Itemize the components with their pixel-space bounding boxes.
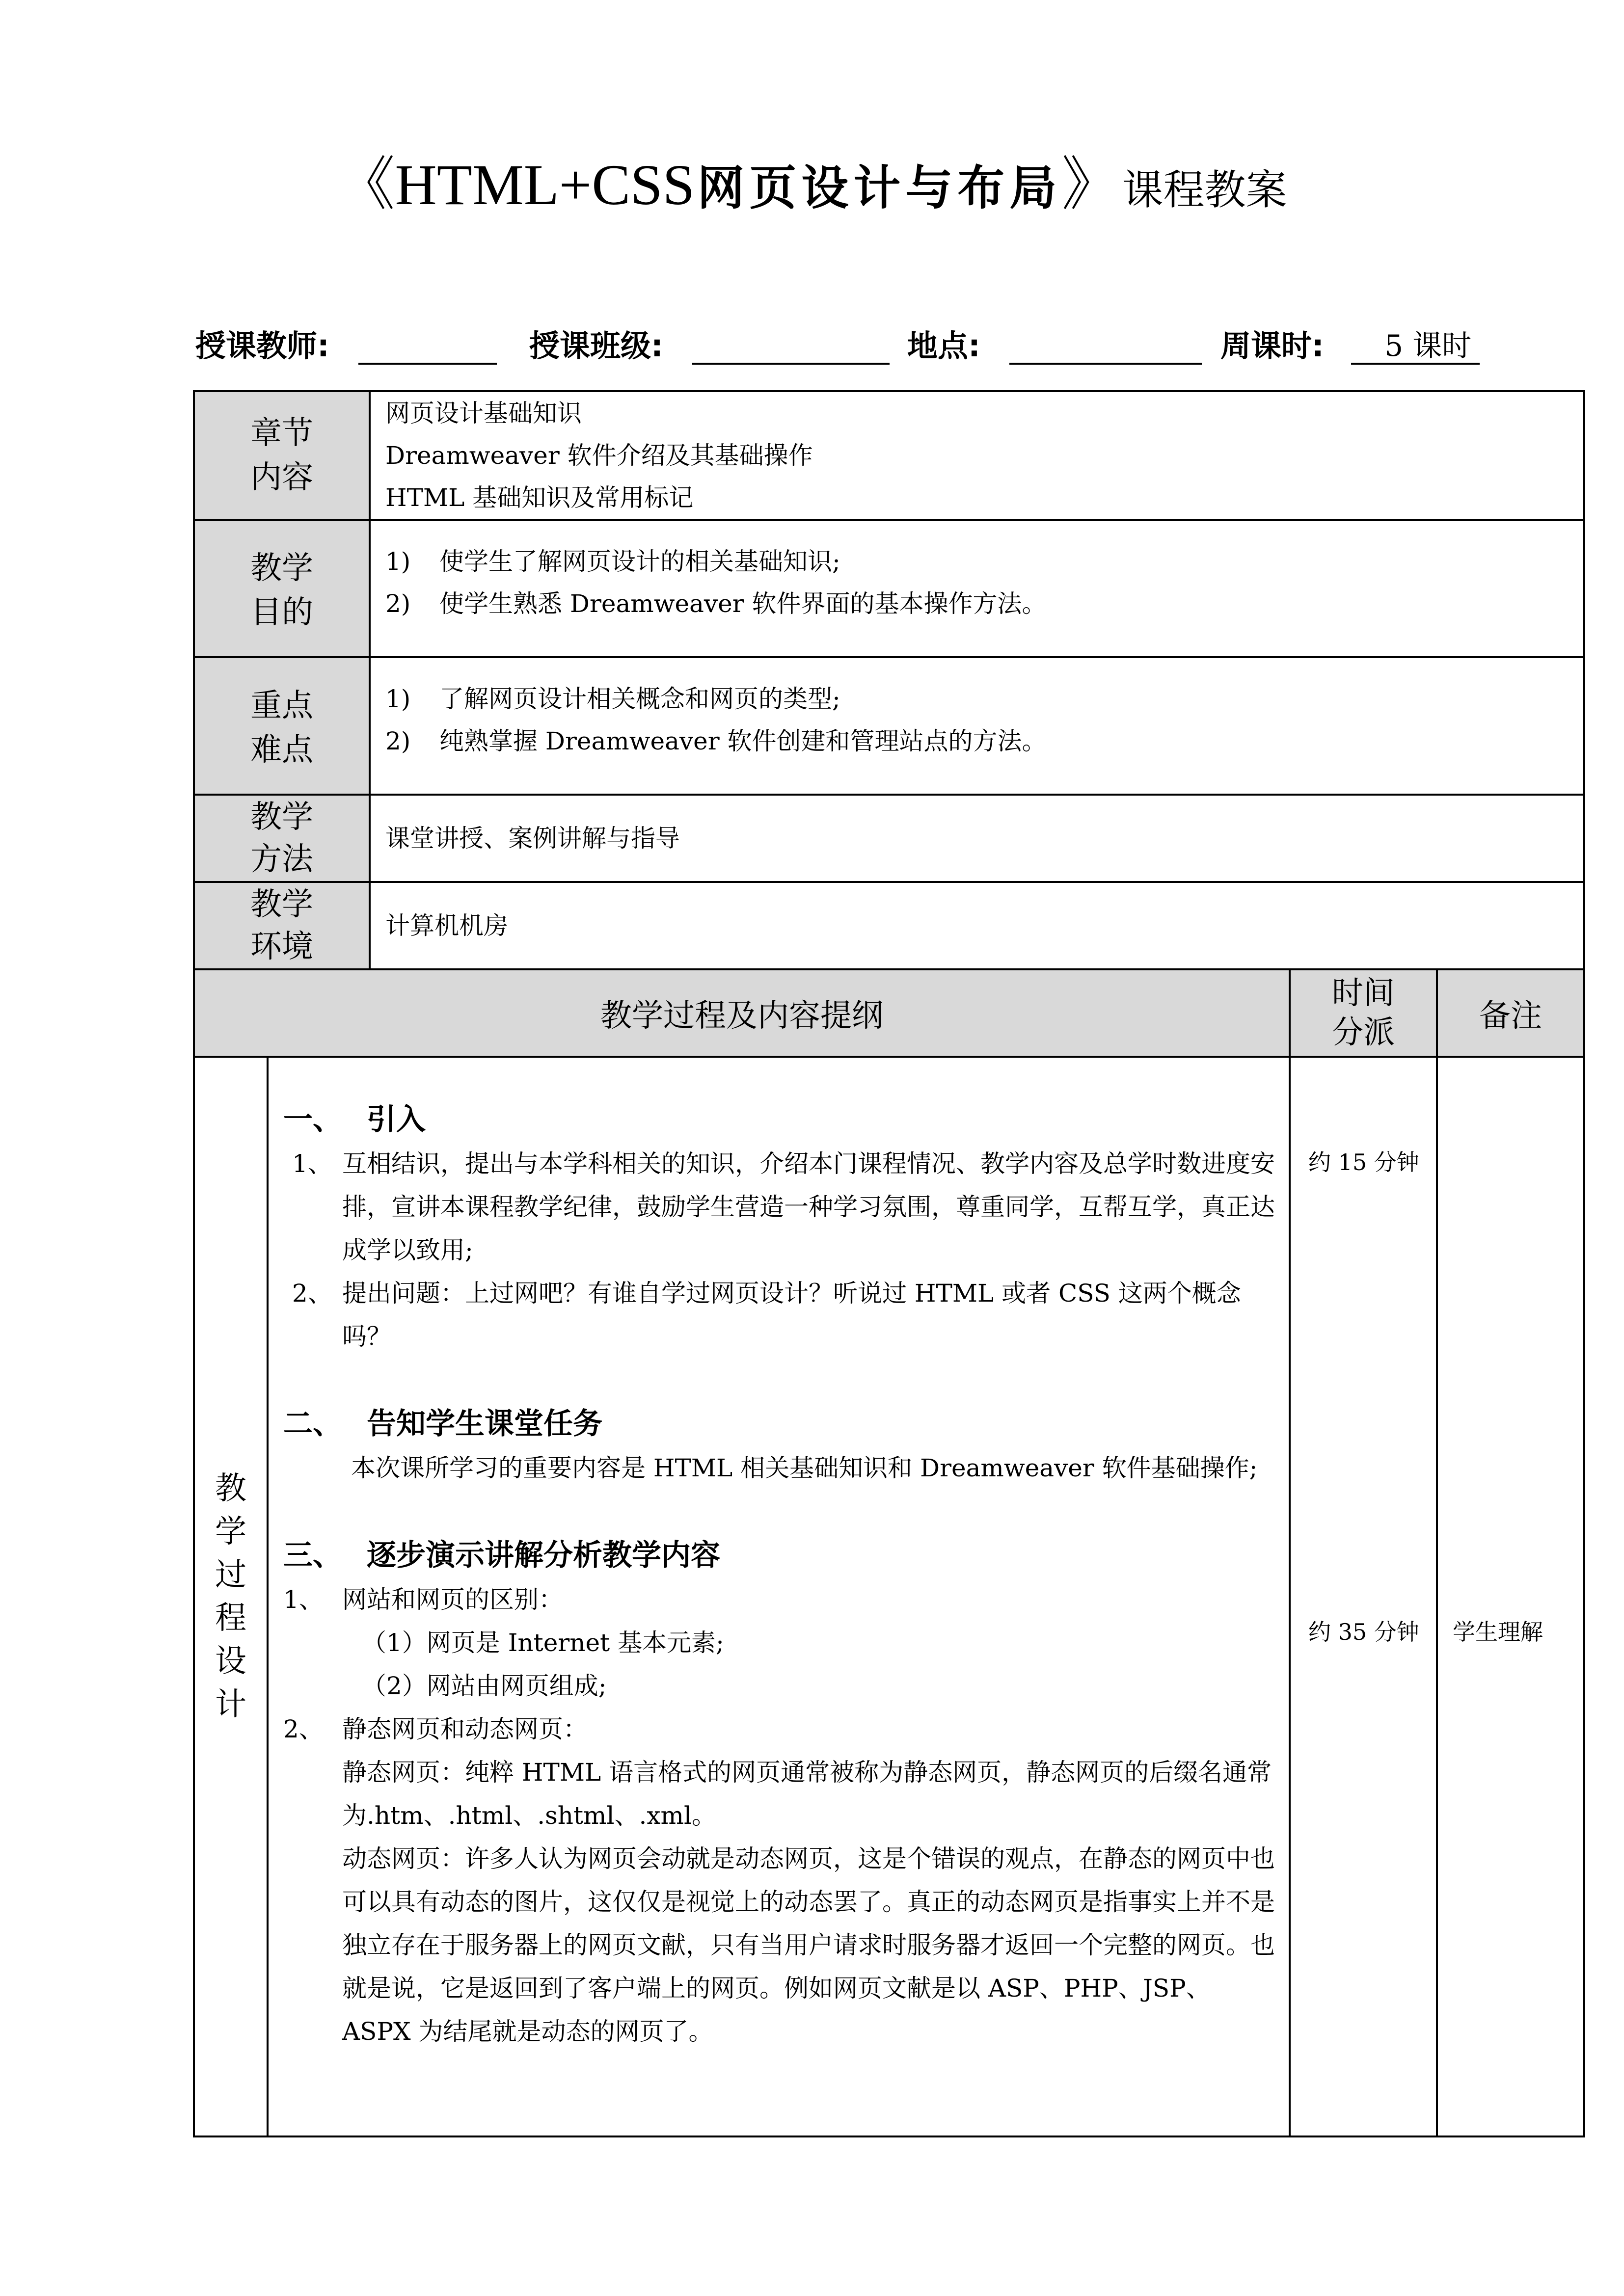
key-label xyxy=(194,657,370,795)
title-close-bracket: 》 xyxy=(1061,153,1120,217)
intro-item xyxy=(283,1272,1275,1358)
time-header-2: 分派 xyxy=(1332,1015,1395,1051)
key-item xyxy=(385,720,1583,762)
item-text: 提出问题：上过网吧？有谁自学过网页设计？听说过 HTML 或者 CSS 这两个概念吗？ xyxy=(342,1279,1241,1351)
goal-item xyxy=(385,540,1583,583)
goal-item-text: 使学生了解网页设计的相关基础知识; xyxy=(439,547,840,576)
title-course-code: HTML+CSS xyxy=(395,153,695,217)
item-number: 2、 xyxy=(292,1279,332,1308)
class-field-line[interactable] xyxy=(692,363,890,365)
method-label xyxy=(194,795,370,882)
row-process-body xyxy=(194,1057,1584,2136)
side-char: 计 xyxy=(215,1686,246,1723)
item-number: 1、 xyxy=(292,1149,332,1178)
section-number: 一、 xyxy=(283,1102,342,1137)
env-content: 计算机机房 xyxy=(370,882,1584,969)
outline-header: 教学过程及内容提纲 xyxy=(194,969,1290,1057)
chapter-label-1: 章节 xyxy=(250,415,313,452)
key-item-number: 2) xyxy=(385,727,411,755)
place-label: 地点: xyxy=(907,328,980,364)
env-label-2: 环境 xyxy=(250,929,313,965)
section-number: 二、 xyxy=(283,1407,342,1441)
chapter-content xyxy=(370,391,1584,520)
side-char: 设 xyxy=(215,1643,246,1680)
chapter-label-2: 内容 xyxy=(250,459,313,496)
note-column xyxy=(1437,1057,1584,2136)
goal-content xyxy=(370,520,1584,657)
key-label-1: 重点 xyxy=(250,688,313,724)
lesson-plan-table xyxy=(193,390,1585,2137)
side-char: 教 xyxy=(215,1470,246,1507)
key-item xyxy=(385,678,1583,720)
env-label xyxy=(194,882,370,969)
static-page-text: 静态网页：纯粹 HTML 语言格式的网页通常被称为静态网页，静态网页的后缀名通常为.htm、.html、.shtml、.xml。 xyxy=(342,1758,1272,1830)
dynamic-page-text: 动态网页：许多人认为网页会动就是动态网页，这是个错误的观点，在静态的网页中也可以具有动态的图片，这仅仅是视觉上的动态罢了。真正的动态网页是指事实上并不是独立存在于服务器上的网页文献，只有当用户请求时服务器才返回一个完整的网页。也就是说，它是返回到了客户端上的网页。例如网页文献是以 ASP、PHP、JSP、ASPX 为结尾就是动态的网页了。 xyxy=(342,1844,1275,2046)
key-item-number: 1) xyxy=(385,685,411,713)
key-item-text: 了解网页设计相关概念和网页的类型; xyxy=(439,685,840,713)
time-intro: 约 15 分钟 xyxy=(1308,1149,1419,1175)
title-open-bracket: 《 xyxy=(337,153,395,217)
note-header: 备注 xyxy=(1437,969,1584,1057)
teacher-label: 授课教师: xyxy=(195,328,329,364)
row-method xyxy=(194,795,1584,882)
section-title-text: 引入 xyxy=(367,1102,426,1137)
goal-item-text: 使学生熟悉 Dreamweaver 软件界面的基本操作方法。 xyxy=(439,589,1047,618)
hours-value: 5 课时 xyxy=(1384,329,1472,363)
note-demo: 学生理解 xyxy=(1453,1619,1543,1645)
key-item-text: 纯熟掌握 Dreamweaver 软件创建和管理站点的方法。 xyxy=(439,727,1047,755)
method-label-1: 教学 xyxy=(250,799,313,835)
document-title xyxy=(0,153,1624,217)
section-title-text: 告知学生课堂任务 xyxy=(367,1407,602,1441)
section-demo-title xyxy=(283,1533,1275,1578)
item-number: 1、 xyxy=(283,1585,324,1614)
chapter-line: Dreamweaver 软件介绍及其基础操作 xyxy=(385,441,813,470)
place-field-line[interactable] xyxy=(1009,363,1202,365)
side-char: 过 xyxy=(215,1557,246,1593)
spacer xyxy=(283,1490,1275,1533)
demo-item xyxy=(283,1708,1275,1751)
time-header xyxy=(1290,969,1437,1057)
spacer xyxy=(283,1358,1275,1401)
env-label-1: 教学 xyxy=(250,886,313,923)
item-text: 互相结识，提出与本学科相关的知识，介绍本门课程情况、教学内容及总学时数进度安排，宣讲本课程教学纪律，鼓励学生营造一种学习氛围，尊重同学，互帮互学，真正达成学以致用; xyxy=(342,1149,1275,1264)
task-text: 本次课所学习的重要内容是 HTML 相关基础知识和 Dreamweaver 软件基础操作; xyxy=(351,1454,1258,1482)
section-number: 三、 xyxy=(283,1538,342,1573)
method-label-2: 方法 xyxy=(250,841,313,878)
chapter-label xyxy=(194,391,370,520)
method-content: 课堂讲授、案例讲解与指导 xyxy=(370,795,1584,882)
section-intro-title xyxy=(283,1097,1275,1142)
side-char: 学 xyxy=(215,1514,246,1550)
demo-item xyxy=(283,1578,1275,1621)
key-content xyxy=(370,657,1584,795)
item-text: 静态网页和动态网页： xyxy=(342,1715,588,1743)
goal-label-2: 目的 xyxy=(250,594,313,631)
hours-label: 周课时: xyxy=(1220,328,1324,364)
row-environment xyxy=(194,882,1584,969)
key-label-2: 难点 xyxy=(250,732,313,768)
time-header-1: 时间 xyxy=(1332,975,1395,1012)
title-suffix: 课程教案 xyxy=(1122,166,1287,214)
time-demo: 约 35 分钟 xyxy=(1308,1619,1419,1645)
teacher-field-line[interactable] xyxy=(358,363,497,365)
row-key-points xyxy=(194,657,1584,795)
time-column xyxy=(1290,1057,1437,2136)
demo-subitem: （2）网站由网页组成; xyxy=(362,1672,607,1700)
section-task-title xyxy=(283,1401,1275,1446)
goal-item-number: 1) xyxy=(385,547,411,576)
side-char: 程 xyxy=(215,1600,246,1636)
intro-item xyxy=(283,1142,1275,1272)
chapter-line: HTML 基础知识及常用标记 xyxy=(385,483,694,512)
goal-item xyxy=(385,583,1583,625)
goal-label xyxy=(194,520,370,657)
row-process-header xyxy=(194,969,1584,1057)
section-title-text: 逐步演示讲解分析教学内容 xyxy=(367,1538,720,1573)
goal-label-1: 教学 xyxy=(250,550,313,587)
info-line xyxy=(0,326,1624,366)
demo-subitem: （1）网页是 Internet 基本元素; xyxy=(362,1629,724,1657)
row-goal xyxy=(194,520,1584,657)
process-content xyxy=(268,1057,1290,2136)
item-text: 网站和网页的区别： xyxy=(342,1585,563,1614)
class-label: 授课班级: xyxy=(529,328,663,364)
title-course-name: 网页设计与布局 xyxy=(697,160,1062,215)
row-chapter xyxy=(194,391,1584,520)
process-side-label xyxy=(194,1057,268,2136)
chapter-line: 网页设计基础知识 xyxy=(385,399,582,427)
goal-item-number: 2) xyxy=(385,589,411,618)
item-number: 2、 xyxy=(283,1715,324,1743)
